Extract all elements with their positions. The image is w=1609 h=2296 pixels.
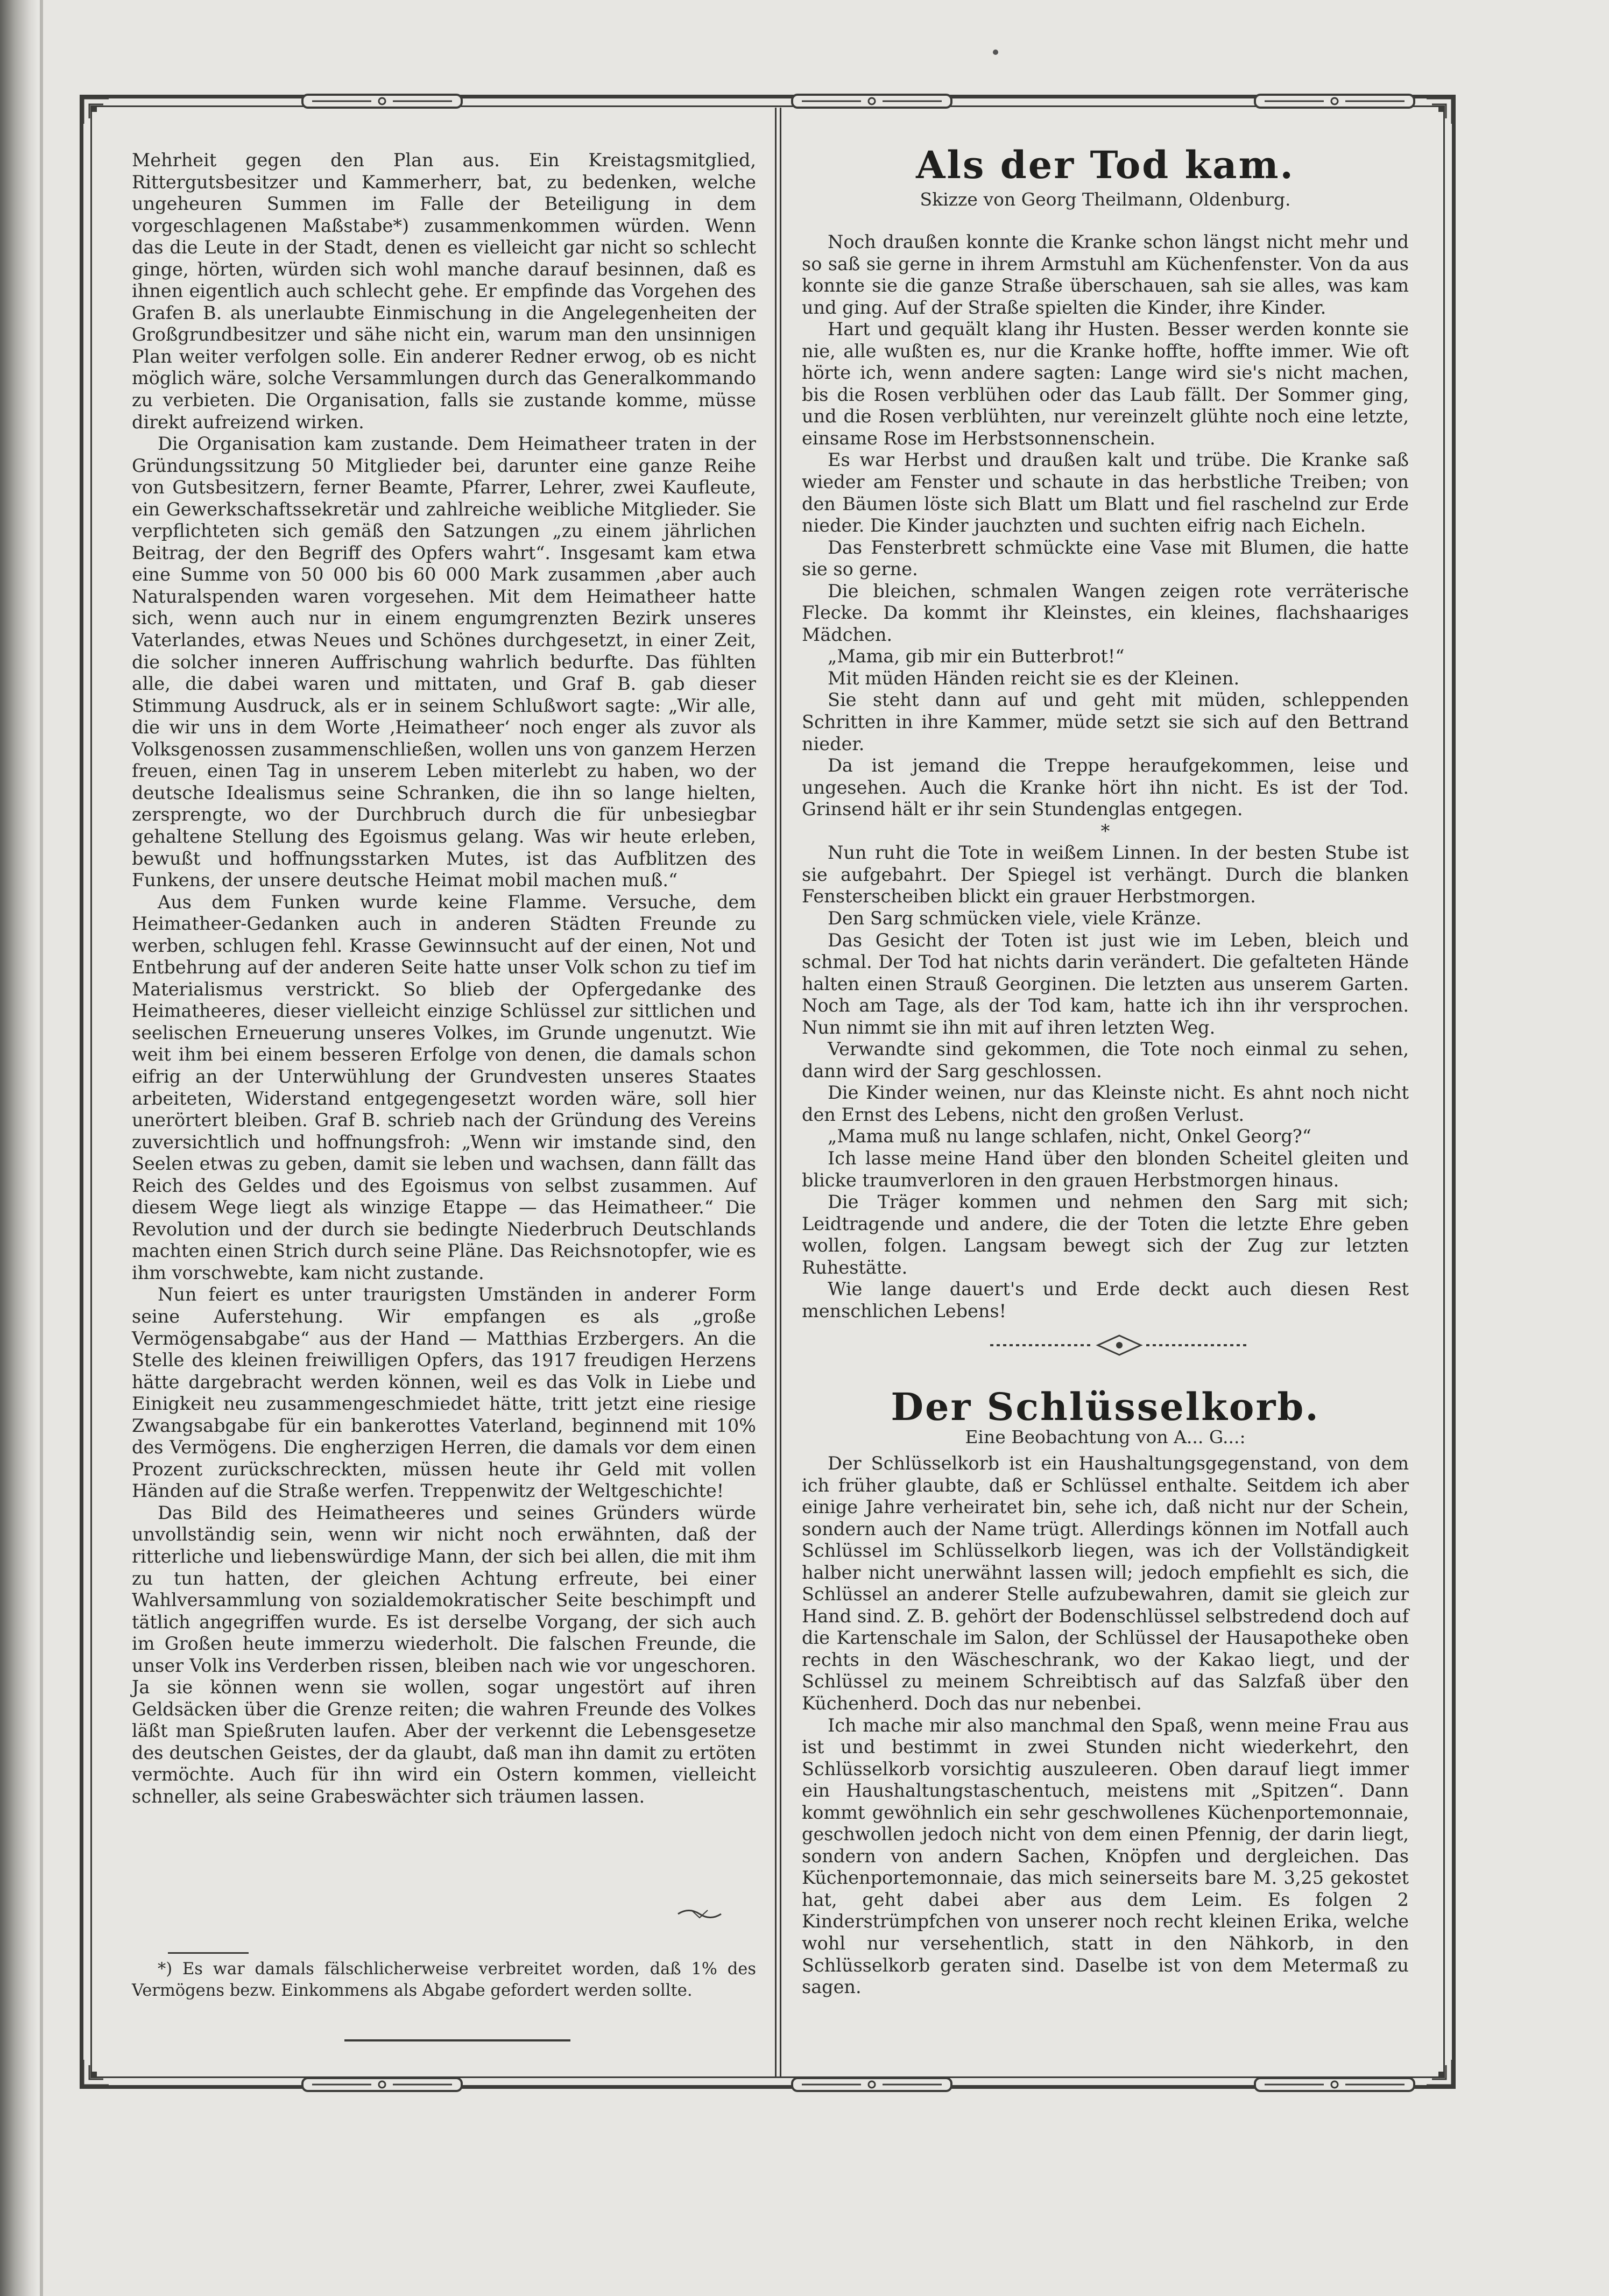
story1-paragraph: „Mama, gib mir ein Butterbrot!“ [828, 646, 1125, 667]
story1-paragraph: Es war Herbst und draußen kalt und trübe. Die Kranke saß wieder am Fenster und schaute in das herbstliche Treiben; von den Bäumen löste sich Blatt um Blatt und fiel raschelnd zur Erde nieder. Die Kinder jauchzten und suchten eifrig nach Eicheln. [802, 449, 1409, 536]
story1-paragraph: Den Sarg schmücken viele, viele Kränze. [828, 907, 1202, 929]
story2-subtitle: Eine Beobachtung von A... G...: [965, 1426, 1246, 1447]
binding-shadow [0, 0, 38, 2296]
section-star: * [1100, 820, 1110, 842]
frame-ornament-top-right [1254, 91, 1415, 111]
frame-ornament-bottom-left [301, 2075, 463, 2094]
story1-paragraph: Nun ruht die Tote in weißem Linnen. In der besten Stube ist sie aufgebahrt. Der Spiegel ist verhängt. Durch die blanken Fensterscheiben blickt ein grauer Herbstmorgen. [802, 842, 1409, 907]
corner-ornament-bl [80, 2057, 112, 2089]
story1-title: Als der Tod kam. [916, 143, 1295, 187]
left-paragraph-5: Das Bild des Heimatheeres und seines Gründers würde unvollständig sein, wenn wir nicht noch erwähnten, daß der ritterliche und liebenswürdige Mann, der sich bei allen, die mit ihm zu tun hatten, der gleichen Achtung erfreute, bei einer Wahlversammlung von sozialdemokratischer Seite beschimpft und tätlich angegriffen wurde. Es ist derselbe Vorgang, der sich auch im Großen heute immerzu wiederholt. Die falschen Freunde, die unser Volk ins Verderben rissen, bleiben nach wie vor ungeschoren. Ja sie können wenn sie wollen, sogar ungestört auf ihren Geldsäcken über die Grenze reiten; die wahren Freunde des Volkes läßt man Spießruten laufen. Aber der verkennt die Lebensgesetze des deutschen Geistes, der da glaubt, daß man ihn damit zu ertöten vermöchte. Auch für ihn wird ein Ostern kommen, vielleicht schneller, als seine Grabeswächter sich träumen lassen. [132, 1502, 756, 1807]
story1-body [802, 231, 1409, 1322]
left-paragraph-2: Die Organisation kam zustande. Dem Heimatheer traten in der Gründungssitzung 50 Mitglieder bei, darunter eine ganze Reihe von Gutsbesitzern, ferner Beamte, Pfarrer, Lehrer, zwei Kaufleute, ein Gewerkschaftssekretär und zahlreiche weibliche Mitglieder. Sie verpflichteten sich gemäß den Satzungen „zu einem jährlichen Beitrag, der den Begriff des Opfers wahrt“. Insgesamt kam etwa eine Summe von 50 000 bis 60 000 Mark zusammen ‚aber auch Naturalspenden waren vorgesehen. Mit dem Heimatheer hatte sich, wenn auch nur in einem engumgrenzten Bezirk unseres Vaterlandes, etwas Neues und Schönes durchgesetzt, in einer Zeit, die solcher inneren Auffrischung wahrlich bedurfte. Das fühlten alle, die dabei waren und mittaten, und Graf B. gab dieser Stimmung Ausdruck, als er in seinem Schlußwort sagte: „Wir alle, die wir uns in dem Worte ‚Heimatheer‘ noch enger als zuvor als Volksgenossen zusammenschließen, wollen uns von ganzem Herzen freuen, einen Tag in unserem Leben miterlebt zu haben, wo der deutsche Idealismus seine Schranken, die ihn so lange hielten, zersprengte, wo der Durchbruch durch die für unbesiegbar gehaltene Stellung des Egoismus gelang. Was wir heute erleben, bewußt und hoffnungsstarken Mutes, ist das Aufblitzen des Funkens, der unsere deutsche Heimat mobil machen muß.“ [132, 433, 756, 891]
story1-paragraph: Mit müden Händen reicht sie es der Kleinen. [828, 667, 1240, 689]
story2-paragraph: Ich mache mir also manchmal den Spaß, wenn meine Frau aus ist und bestimmt in zwei Stunden nicht wiederkehrt, den Schlüsselkorb vorsichtig auszuleeren. Oben darauf liegt immer ein Haushaltungstaschentuch, meistens mit „Spitzen“. Dann kommt gewöhnlich ein sehr geschwollenes Küchenportemonnaie, geschwollen jedoch nicht von dem einen Pfennig, der darin liegt, sondern von andern Sachen, Knöpfen und dergleichen. Das Küchenportemonnaie, das mich seinerseits bare M. 3,25 gekostet hat, geht dabei aber aus dem Leim. Es folgen 2 Kinderstrümpfchen von unserer noch recht kleinen Erika, welche wohl nur versehentlich, statt in den Nähkorb, in den Schlüsselkorb geraten sind. Daselbe ist von dem Metermaß zu sagen. [802, 1714, 1409, 1998]
story1-paragraph: „Mama muß nu lange schlafen, nicht, Onkel Georg?“ [828, 1126, 1311, 1147]
footnote-text: *) Es war damals fälschlicherweise verbreitet worden, daß 1% des Vermögens bezw. Einkommens als Abgabe gefordert werden sollte. [132, 1960, 756, 2000]
story1-paragraph: Das Gesicht der Toten ist just wie im Leben, bleich und schmal. Der Tod hat nichts darin verändert. Die gefalteten Hände halten einen Strauß Georginen. Die letzten aus unserem Garten. Noch am Tage, als der Tod kam, hatte ich ihn ihr versprochen. Nun nimmt sie ihn mit auf ihren letzten Weg. [802, 929, 1409, 1038]
left-end-rule [344, 2039, 570, 2041]
corner-ornament-br [1423, 2057, 1456, 2089]
story1-paragraph: Noch draußen konnte die Kranke schon längst nicht mehr und so saß sie gerne in ihrem Armstuhl am Küchenfenster. Von da aus konnte sie die ganze Straße überschauen, sah sie alles, was kam und ging. Auf der Straße spielten die Kinder, ihre Kinder. [802, 231, 1409, 318]
footnote-rule [168, 1952, 249, 1954]
frame-ornament-top-left [301, 91, 463, 111]
story1-paragraph: Ich lasse meine Hand über den blonden Scheitel gleiten und blicke traumverloren in den grauen Herbstmorgen hinaus. [802, 1147, 1409, 1191]
footnote [132, 1959, 756, 2002]
frame-ornament-bottom-right [1254, 2075, 1415, 2094]
page-dot [993, 50, 998, 55]
story1-paragraph: Wie lange dauert's und Erde deckt auch diesen Rest menschlichen Lebens! [802, 1278, 1409, 1322]
column-divider [775, 108, 781, 2077]
left-paragraph-1: Mehrheit gegen den Plan aus. Ein Kreistagsmitglied, Rittergutsbesitzer und Kammerherr, bat, zu bedenken, welche ungeheuren Summen im Falle der Beteiligung in dem vorgeschlagenen Maßstabe*) zusammenkommen würden. Wenn das die Leute in der Stadt, denen es vielleicht gar nicht so schlecht ginge, hörten, würden sich wohl manche darauf besinnen, daß es ihnen eigentlich auch schlecht gehe. Er empfinde das Vorgehen des Grafen B. als unerlaubte Einmischung in die Angelegenheiten der Großgrundbesitzer und sähe nicht ein, warum man den unsinnigen Plan weiter verfolgen solle. Ein anderer Redner erwog, ob es nicht möglich wäre, solche Versammlungen durch das Generalkommando zu verbieten. Die Organisation, falls sie zustande komme, müsse direkt aufreizend wirken. [132, 150, 756, 433]
story1-paragraph: Sie steht dann auf und geht mit müden, schleppenden Schritten in ihre Kammer, müde setzt sie sich auf den Bettrand nieder. [802, 689, 1409, 754]
corner-ornament-tl [80, 95, 112, 127]
story1-subtitle: Skizze von Georg Theilmann, Oldenburg. [920, 189, 1291, 210]
corner-ornament-tr [1423, 95, 1456, 127]
story1-paragraph: Die Träger kommen und nehmen den Sarg mit sich; Leidtragende und andere, die der Toten die letzte Ehre geben wollen, folgen. Langsam bewegt sich der Zug zur letzten Ruhestätte. [802, 1191, 1409, 1278]
story1-paragraph: Das Fensterbrett schmückte eine Vase mit Blumen, die hatte sie so gerne. [802, 536, 1409, 580]
story2-body [802, 1453, 1409, 1998]
story1-paragraph: Hart und gequält klang ihr Husten. Besser werden konnte sie nie, alle wußten es, nur die Kranke hoffte, hoffte immer. Wie oft hörte ich, wenn andere sagten: Lange wird sie's nicht machen, bis die Rosen verblühen oder das Laub fällt. Der Sommer ging, und die Rosen verblühten, nur vereinzelt glühte noch eine letzte, einsame Rose im Herbstsonnenschein. [802, 319, 1409, 449]
story1-paragraph: Da ist jemand die Treppe heraufgekommen, leise und ungesehen. Auch die Kranke hört ihn nicht. Es ist der Tod. Grinsend hält er ihr sein Stundenglas entgegen. [802, 755, 1409, 820]
left-paragraph-3: Aus dem Funken wurde keine Flamme. Versuche, dem Heimatheer-Gedanken auch in anderen Städten Freunde zu werben, schlugen fehl. Krasse Gewinnsucht auf der einen, Not und Entbehrung auf der anderen Seite hatte unser Volk schon zu tief im Materialismus verstrickt. So blieb der Opfergedanke des Heimatheeres, dieser vielleicht einzige Schlüssel zur sittlichen und seelischen Erneuerung unseres Volkes, im Grunde ungenutzt. Wie weit ihm bei einem besseren Erfolge von denen, die damals schon eifrig an der Unterwühlung der Grundvesten unseres Staates arbeiteten, Widerstand entgegengesetzt worden wäre, soll hier unerörtert bleiben. Graf B. schrieb nach der Gründung des Vereins zuversichtlich und hoffnungsfroh: „Wenn wir imstande sind, den Seelen etwas zu geben, damit sie leben und wachsen, dann fällt das Reich des Geldes und des Egoismus von selbst zusammen. Auf diesem Wege liegt als winzige Etappe — das Heimatheer.“ Die Revolution und der durch sie bedingte Niederbruch Deutschlands machten einen Strich durch seine Pläne. Das Reichsnotopfer, wie es ihm vorschwebte, kam nicht zustande. [132, 891, 756, 1283]
story1-paragraph: Die Kinder weinen, nur das Kleinste nicht. Es ahnt noch nicht den Ernst des Lebens, nicht den großen Verlust. [802, 1082, 1409, 1125]
story1-paragraph: Die bleichen, schmalen Wangen zeigen rote verräterische Flecke. Da kommt ihr Kleinstes, ein kleines, flachshaariges Mädchen. [802, 580, 1409, 645]
end-ornament-icon [675, 1906, 724, 1922]
left-column [132, 150, 756, 1808]
frame-ornament-top-center [791, 91, 952, 111]
story1-paragraph: Verwandte sind gekommen, die Tote noch einmal zu sehen, dann wird der Sarg geschlossen. [802, 1039, 1409, 1082]
story2-title: Der Schlüsselkorb. [891, 1384, 1320, 1429]
frame-ornament-bottom-center [791, 2075, 952, 2094]
section-divider-ornament [985, 1333, 1254, 1357]
left-paragraph-4: Nun feiert es unter traurigsten Umständen in anderer Form seine Auferstehung. Wir empfangen es als „große Vermögensabgabe“ aus der Hand — Matthias Erzbergers. An die Stelle des kleinen freiwilligen Opfers, das 1917 freudigen Herzens hätte dargebracht werden können, weil es das Volk in Liebe und Einigkeit neu zusammengeschmiedet hätte, tritt jetzt eine riesige Zwangsabgabe für ein bankerottes Vaterland, beginnend mit 10% des Vermögens. Die engherzigen Herren, die damals vor dem einen Prozent zurückschreckten, müssen heute ihr Geld mit vollen Händen auf die Straße werfen. Treppenwitz der Weltgeschichte! [132, 1284, 756, 1502]
story2-paragraph: Der Schlüsselkorb ist ein Haushaltungsgegenstand, von dem ich früher glaubte, daß er Schlüssel enthalte. Seitdem ich aber einige Jahre verheiratet bin, sehe ich, daß nicht nur der Schein, sondern auch der Name trügt. Allerdings können im Notfall auch Schlüssel im Schlüsselkorb liegen, was ich der Vollständigkeit halber nicht unerwähnt lassen will; jedoch empfiehlt es sich, die Schlüssel an anderer Stelle aufzubewahren, damit sie gleich zur Hand sind. Z. B. gehört der Bodenschlüssel selbstredend doch auf die Kartenschale im Salon, der Schlüssel der Hausapotheke oben rechts in den Wäscheschrank, wo der Kakao liegt, und der Schlüssel zu meinem Schreibtisch auf das Salzfaß über den Küchenherd. Doch das nur nebenbei. [802, 1453, 1409, 1714]
binding-edge [40, 0, 43, 2296]
